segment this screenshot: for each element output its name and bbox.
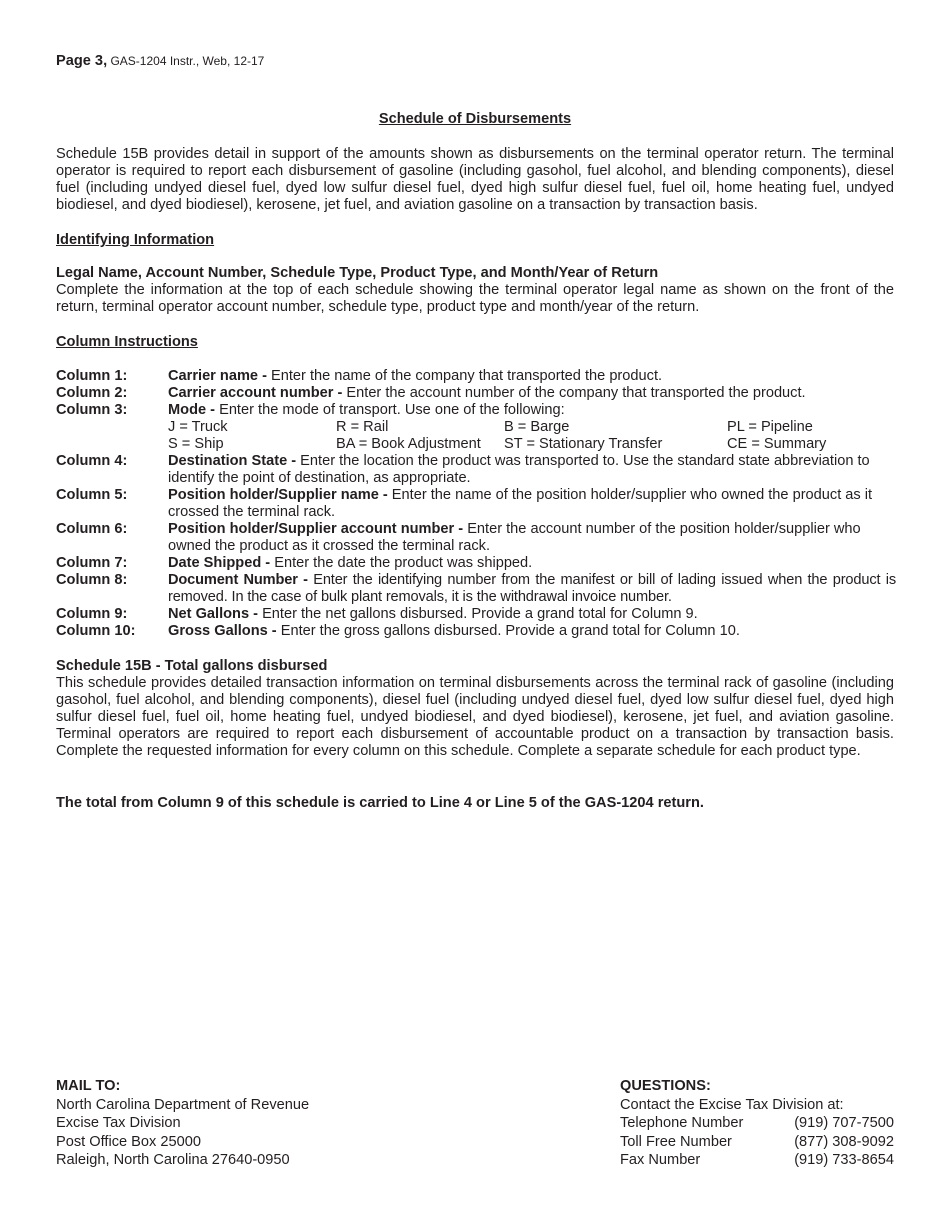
column-term: Mode - [168,402,216,418]
contact-row [620,1133,894,1152]
column-description [168,521,896,555]
contact-row [620,1114,894,1133]
contact-label: Toll Free Number [620,1133,732,1150]
mode-code: ST = Stationary Transfer [504,436,663,452]
contact-label: Telephone Number [620,1115,744,1132]
column-term: Document Number - [168,572,308,588]
column-term: Net Gallons - [168,606,259,622]
column-label: Column 5: [56,487,128,503]
mail-to-line: Raleigh, North Carolina 27640-0950 [56,1152,290,1169]
column-description [168,623,896,640]
total-note: The total from Column 9 of this schedule is carried to Line 4 or Line 5 of the GAS-1204 return. [56,795,704,811]
header-separator: , [103,53,108,69]
column-term: Gross Gallons - [168,623,277,639]
column-text: Enter the net gallons disbursed. Provide a grand total for Column 9. [258,606,698,622]
column-text: Enter the identifying number from the manifest or bill of lading issued when the product is removed. In the case of bulk plant removals, it is the withdrawal invoice number. [168,572,896,605]
schedule-heading: Schedule 15B - Total gallons disbursed [56,658,328,674]
identifying-heading: Identifying Information [56,232,215,248]
mode-code: B = Barge [504,419,570,435]
column-text: Enter the gross gallons disbursed. Provide a grand total for Column 10. [276,623,740,639]
column-description [168,368,896,385]
column-description [168,453,896,487]
column-label: Column 9: [56,606,128,622]
mail-to-heading: MAIL TO: [56,1078,121,1094]
column-term: Carrier name - [168,368,267,384]
column-label: Column 1: [56,368,128,384]
column-text: Enter the location the product was transported to. Use the standard state abbreviation to identify the point of destination, as appropriate. [168,453,870,486]
mail-to-line: Excise Tax Division [56,1115,181,1132]
identifying-text: Complete the information at the top of each schedule showing the terminal operator legal name as shown on the front of the return, terminal operator account number, schedule type, product type and month/year of the return. [56,282,894,315]
mail-to-line: North Carolina Department of Revenue [56,1096,310,1113]
column-description [168,385,896,402]
contact-row [620,1151,894,1170]
column-text: Enter the date the product was shipped. [270,555,533,571]
column-description [168,555,896,572]
column-description [168,572,896,606]
mode-code: S = Ship [168,436,224,452]
page-number: Page 3 [56,53,104,69]
column-label: Column 2: [56,385,128,401]
questions-heading: QUESTIONS: [620,1078,711,1094]
questions-block [620,1077,894,1170]
mode-code: BA = Book Adjustment [336,436,481,452]
column-text: Enter the name of the company that transported the product. [266,368,663,384]
column-term: Position holder/Supplier account number - [168,521,464,537]
column-label: Column 8: [56,572,128,588]
page-header [56,53,264,70]
mail-to-line: Post Office Box 25000 [56,1133,201,1150]
mode-code: R = Rail [336,419,389,435]
mail-to-block [56,1077,309,1170]
column-text: Enter the mode of transport. Use one of the following: [215,402,565,418]
mode-code: CE = Summary [727,436,827,452]
column-description [168,606,896,623]
mode-code: J = Truck [168,419,228,435]
column-description [168,487,896,521]
form-id: GAS-1204 Instr., Web, 12-17 [110,54,265,68]
schedule-text: This schedule provides detailed transaction information on terminal disbursements across the terminal rack of gasoline (including gasohol, fuel alcohol, and blending components), diesel fuel (including undyed diesel fuel, dyed low sulfur diesel fuel, dyed high sulfur diesel fuel, fuel oil, home heating fuel, undyed biodiesel, and dyed biodiesel), kerosene, jet fuel, and aviation gasoline. Terminal operators are required to report each disbursement of accountable product on a transaction by transaction basis. Complete the requested information for every column on this schedule. Complete a separate schedule for each product type. [56,675,894,759]
column-text: Enter the name of the position holder/supplier who owned the product as it crossed the terminal rack. [168,487,873,520]
column-label: Column 4: [56,453,128,469]
column-term: Position holder/Supplier name - [168,487,388,503]
column-text: Enter the account number of the company that transported the product. [342,385,806,401]
column-term: Date Shipped - [168,555,271,571]
column-description [168,402,896,419]
contact-number: (919) 733-8654 [794,1152,894,1169]
column-text: Enter the account number of the position holder/supplier who owned the product as it crossed the terminal rack. [168,521,861,554]
contact-number: (919) 707-7500 [794,1115,894,1132]
identifying-subheading: Legal Name, Account Number, Schedule Type, Product Type, and Month/Year of Return [56,265,659,281]
column-label: Column 7: [56,555,128,571]
intro-paragraph: Schedule 15B provides detail in support of the amounts shown as disbursements on the terminal operator return. The terminal operator is required to report each disbursement of gasoline (including gasohol, fuel alcohol, and blending components), diesel fuel (including undyed diesel fuel, dyed low sulfur diesel fuel, dyed high sulfur diesel fuel, fuel oil, home heating fuel, undyed biodiesel, and dyed biodiesel), kerosene, jet fuel, and aviation gasoline on a transaction by transaction basis. [56,146,894,213]
column-label: Column 6: [56,521,128,537]
column-term: Destination State - [168,453,297,469]
column-instructions-heading: Column Instructions [56,334,198,350]
contact-number: (877) 308-9092 [794,1133,894,1150]
column-label: Column 10: [56,623,136,639]
contact-label: Fax Number [620,1152,701,1169]
page-title: Schedule of Disbursements [378,111,572,127]
questions-intro: Contact the Excise Tax Division at: [620,1096,844,1113]
mode-code: PL = Pipeline [727,419,813,435]
column-label: Column 3: [56,402,128,418]
column-term: Carrier account number - [168,385,343,401]
